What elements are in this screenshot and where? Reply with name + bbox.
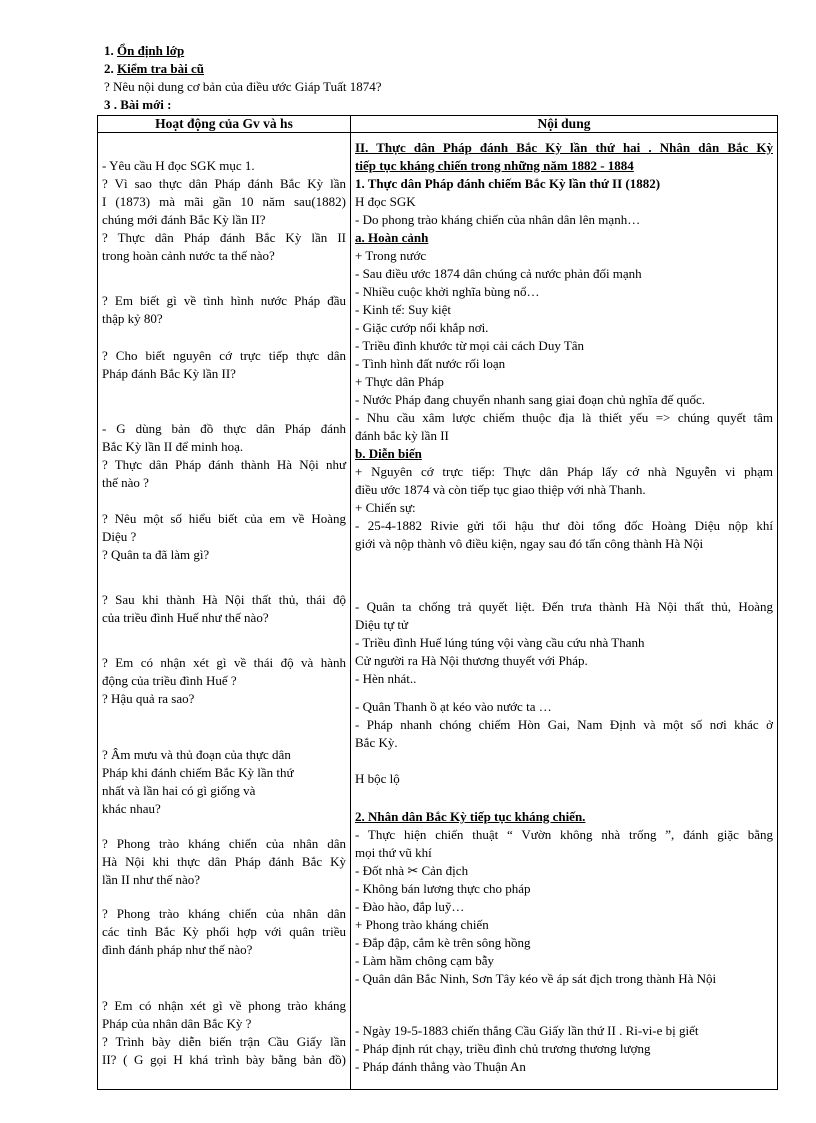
activity-line: thập kỷ 80? <box>102 311 163 326</box>
content-line: + Trong nước <box>355 248 427 263</box>
col-header-content: Nội dung <box>351 116 778 133</box>
content-line: Cử người ra Hà Nội thương thuyết với Pháp. <box>355 653 588 668</box>
activity-line: nhất và lần hai có gì giống và <box>102 783 256 798</box>
content-line: - Do phong trào kháng chiến của nhân dân lên mạnh… <box>355 212 641 227</box>
col-header-activities: Hoạt động của Gv và hs <box>98 116 351 133</box>
content-line: - Sau điều ước 1874 dân chúng cả nước phản đối mạnh <box>355 266 642 281</box>
activity-line: ? Quân ta đã làm gì? <box>102 547 210 562</box>
content-line: + Chiến sự: <box>355 500 416 515</box>
content-line: mọi thứ vũ khí <box>355 845 432 860</box>
activity-line: ? Em có nhận xét gì về thái độ và hành <box>102 655 346 670</box>
activity-line: trong hoàn cảnh nước ta thế nào? <box>102 248 275 263</box>
content-line: - Quân dân Bắc Ninh, Sơn Tây kéo về áp sát địch trong thành Hà Nội <box>355 971 717 986</box>
content-heading: 1. Thực dân Pháp đánh chiếm Bắc Kỳ lần thứ II (1882) <box>355 176 661 191</box>
content-line: - Nhu cầu xâm lược chiếm thuộc địa là thiết yếu => chúng quyết tâm <box>355 410 773 425</box>
activity-line: II? ( G gọi H khá trình bày bằng bản đồ) <box>102 1052 346 1067</box>
activities-cell <box>98 133 351 1090</box>
content-line: - Triều đình Huế lúng túng vội vàng cầu cứu nhà Thanh <box>355 635 645 650</box>
content-line: - Nước Pháp đang chuyển nhanh sang giai đoạn chủ nghĩa đế quốc. <box>355 392 706 407</box>
activity-line: thế nào ? <box>102 475 149 490</box>
activity-line: các tỉnh Bắc Kỳ phối hợp với quân triều <box>102 924 346 939</box>
content-line: - Quân ta chống trả quyết liệt. Đến trưa thành Hà Nội thất thủ, Hoàng <box>355 599 773 614</box>
activity-line: Pháp đánh Bắc Kỳ lần II? <box>102 366 236 381</box>
content-line: - Kinh tế: Suy kiệt <box>355 302 452 317</box>
activity-line: ? Cho biết nguyên cớ trực tiếp thực dân <box>102 348 346 363</box>
activity-line: động của triều đình Huế ? <box>102 673 237 688</box>
content-line: Diệu tự tử <box>355 617 409 632</box>
section-3-heading: 3 . Bài mới : <box>104 97 172 112</box>
content-line: giới và nộp thành vô điều kiện, ngay sau đó tấn công thành Hà Nội <box>355 536 704 551</box>
activity-line: ? Phong trào kháng chiến của nhân dân <box>102 836 346 851</box>
content-line: - Đốt nhà ✂ Cản địch <box>355 863 469 878</box>
content-line: - Triều đình khước từ mọi cải cách Duy Tân <box>355 338 585 353</box>
section-2-heading <box>104 61 204 77</box>
content-line: H bộc lộ <box>355 771 400 786</box>
content-line: - Pháp nhanh chóng chiếm Hòn Gai, Nam Định và một số nơi khác ở <box>355 717 773 732</box>
activity-line: chúng mới đánh Bắc Kỳ lần II? <box>102 212 266 227</box>
activity-line: Bắc Kỳ lần II để minh hoạ. <box>102 439 244 454</box>
activity-line: ? Thực dân Pháp đánh thành Hà Nội như <box>102 457 346 472</box>
activity-line: đình đánh pháp như thế nào? <box>102 942 253 957</box>
activity-line: khác nhau? <box>102 801 161 816</box>
content-heading: 2. Nhân dân Bắc Kỳ tiếp tục kháng chiến. <box>355 809 586 824</box>
section-2-question: ? Nêu nội dung cơ bản của điều ước Giáp Tuất 1874? <box>104 79 382 94</box>
activity-line: lần II như thế nào? <box>102 872 201 887</box>
section-2-number: 2. <box>104 61 114 76</box>
section-2-title: Kiểm tra bài cũ <box>117 61 205 76</box>
activity-line: Hà Nội khi thực dân Pháp đánh Bắc Kỳ <box>102 854 346 869</box>
content-line: - Quân Thanh ồ ạt kéo vào nước ta … <box>355 699 552 714</box>
lesson-table <box>97 115 778 1090</box>
activity-line: Pháp của nhân dân Bắc Kỳ ? <box>102 1016 252 1031</box>
activity-line: của triều đình Huế như thế nào? <box>102 610 269 625</box>
section-1-number: 1. <box>104 43 114 58</box>
activity-line: I (1873) mà mãi gần 10 năm sau(1882) <box>102 194 346 209</box>
activity-line: ? Âm mưu và thủ đoạn của thực dân <box>102 747 291 762</box>
activity-line: ? Em có nhận xét gì về phong trào kháng <box>102 998 346 1013</box>
content-line: - Đào hào, đắp luỹ… <box>355 899 465 914</box>
activity-line: ? Hậu quả ra sao? <box>102 691 195 706</box>
activity-line: - G dùng bản đồ thực dân Pháp đánh <box>102 421 346 436</box>
activity-line: ? Phong trào kháng chiến của nhân dân <box>102 906 346 921</box>
content-line: - Tình hình đất nước rối loạn <box>355 356 506 371</box>
content-line: - Ngày 19-5-1883 chiến thắng Cầu Giấy lần thứ II . Ri-vi-e bị giết <box>355 1023 699 1038</box>
section-1-heading <box>104 43 184 59</box>
activity-line: ? Thực dân Pháp đánh Bắc Kỳ lần II <box>102 230 346 245</box>
content-line: + Thực dân Pháp <box>355 374 444 389</box>
content-line: - Hèn nhát.. <box>355 671 417 686</box>
activity-line: ? Vì sao thực dân Pháp đánh Bắc Kỳ lần <box>102 176 346 191</box>
content-line: đánh bắc kỳ lần II <box>355 428 449 443</box>
content-line: - 25-4-1882 Rivie gửi tối hậu thư đòi tổng đốc Hoàng Diệu nộp khí <box>355 518 773 533</box>
content-heading: II. Thực dân Pháp đánh Bắc Kỳ lần thứ hai . Nhân dân Bắc Kỳ <box>355 140 773 155</box>
content-line: H đọc SGK <box>355 194 416 209</box>
content-line: - Nhiều cuộc khởi nghĩa bùng nổ… <box>355 284 540 299</box>
content-line: - Làm hầm chông cạm bẫy <box>355 953 494 968</box>
activity-line: ? Trình bày diễn biến trận Cầu Giấy lần <box>102 1034 346 1049</box>
activity-line: Pháp khi đánh chiếm Bắc Kỳ lần thứ <box>102 765 294 780</box>
content-line: - Giặc cướp nổi khắp nơi. <box>355 320 489 335</box>
content-line: Bắc Kỳ. <box>355 735 398 750</box>
content-heading: b. Diễn biến <box>355 446 422 461</box>
activity-line: ? Nêu một số hiểu biết của em về Hoàng <box>102 511 346 526</box>
section-1-title: Ổn định lớp <box>117 43 185 58</box>
content-line: + Phong trào kháng chiến <box>355 917 489 932</box>
content-heading: a. Hoàn cảnh <box>355 230 429 245</box>
activity-line: - Yêu cầu H đọc SGK mục 1. <box>102 158 255 173</box>
content-line: - Đắp đập, cắm kè trên sông hồng <box>355 935 531 950</box>
content-line: - Pháp định rút chạy, triều đình chủ trương thương lượng <box>355 1041 651 1056</box>
activity-line: Diệu ? <box>102 529 137 544</box>
content-line: - Không bán lương thực cho pháp <box>355 881 531 896</box>
activity-line: ? Sau khi thành Hà Nội thất thủ, thái độ <box>102 592 346 607</box>
content-line: - Pháp đánh thẳng vào Thuận An <box>355 1059 526 1074</box>
content-cell <box>351 133 778 1090</box>
activity-line: ? Em biết gì về tình hình nước Pháp đầu <box>102 293 346 308</box>
content-line: điều ước 1874 và còn tiếp tục giao thiệp với nhà Thanh. <box>355 482 646 497</box>
table-header-row <box>98 116 778 133</box>
content-line: + Nguyên cớ trực tiếp: Thực dân Pháp lấy cớ nhà Nguyễn vi phạm <box>355 464 773 479</box>
table-body-row <box>98 133 778 1090</box>
content-heading: tiếp tục kháng chiến trong những năm 1882 - 1884 <box>355 158 634 173</box>
content-line: - Thực hiện chiến thuật “ Vườn không nhà trống ”, đánh giặc bằng <box>355 827 773 842</box>
